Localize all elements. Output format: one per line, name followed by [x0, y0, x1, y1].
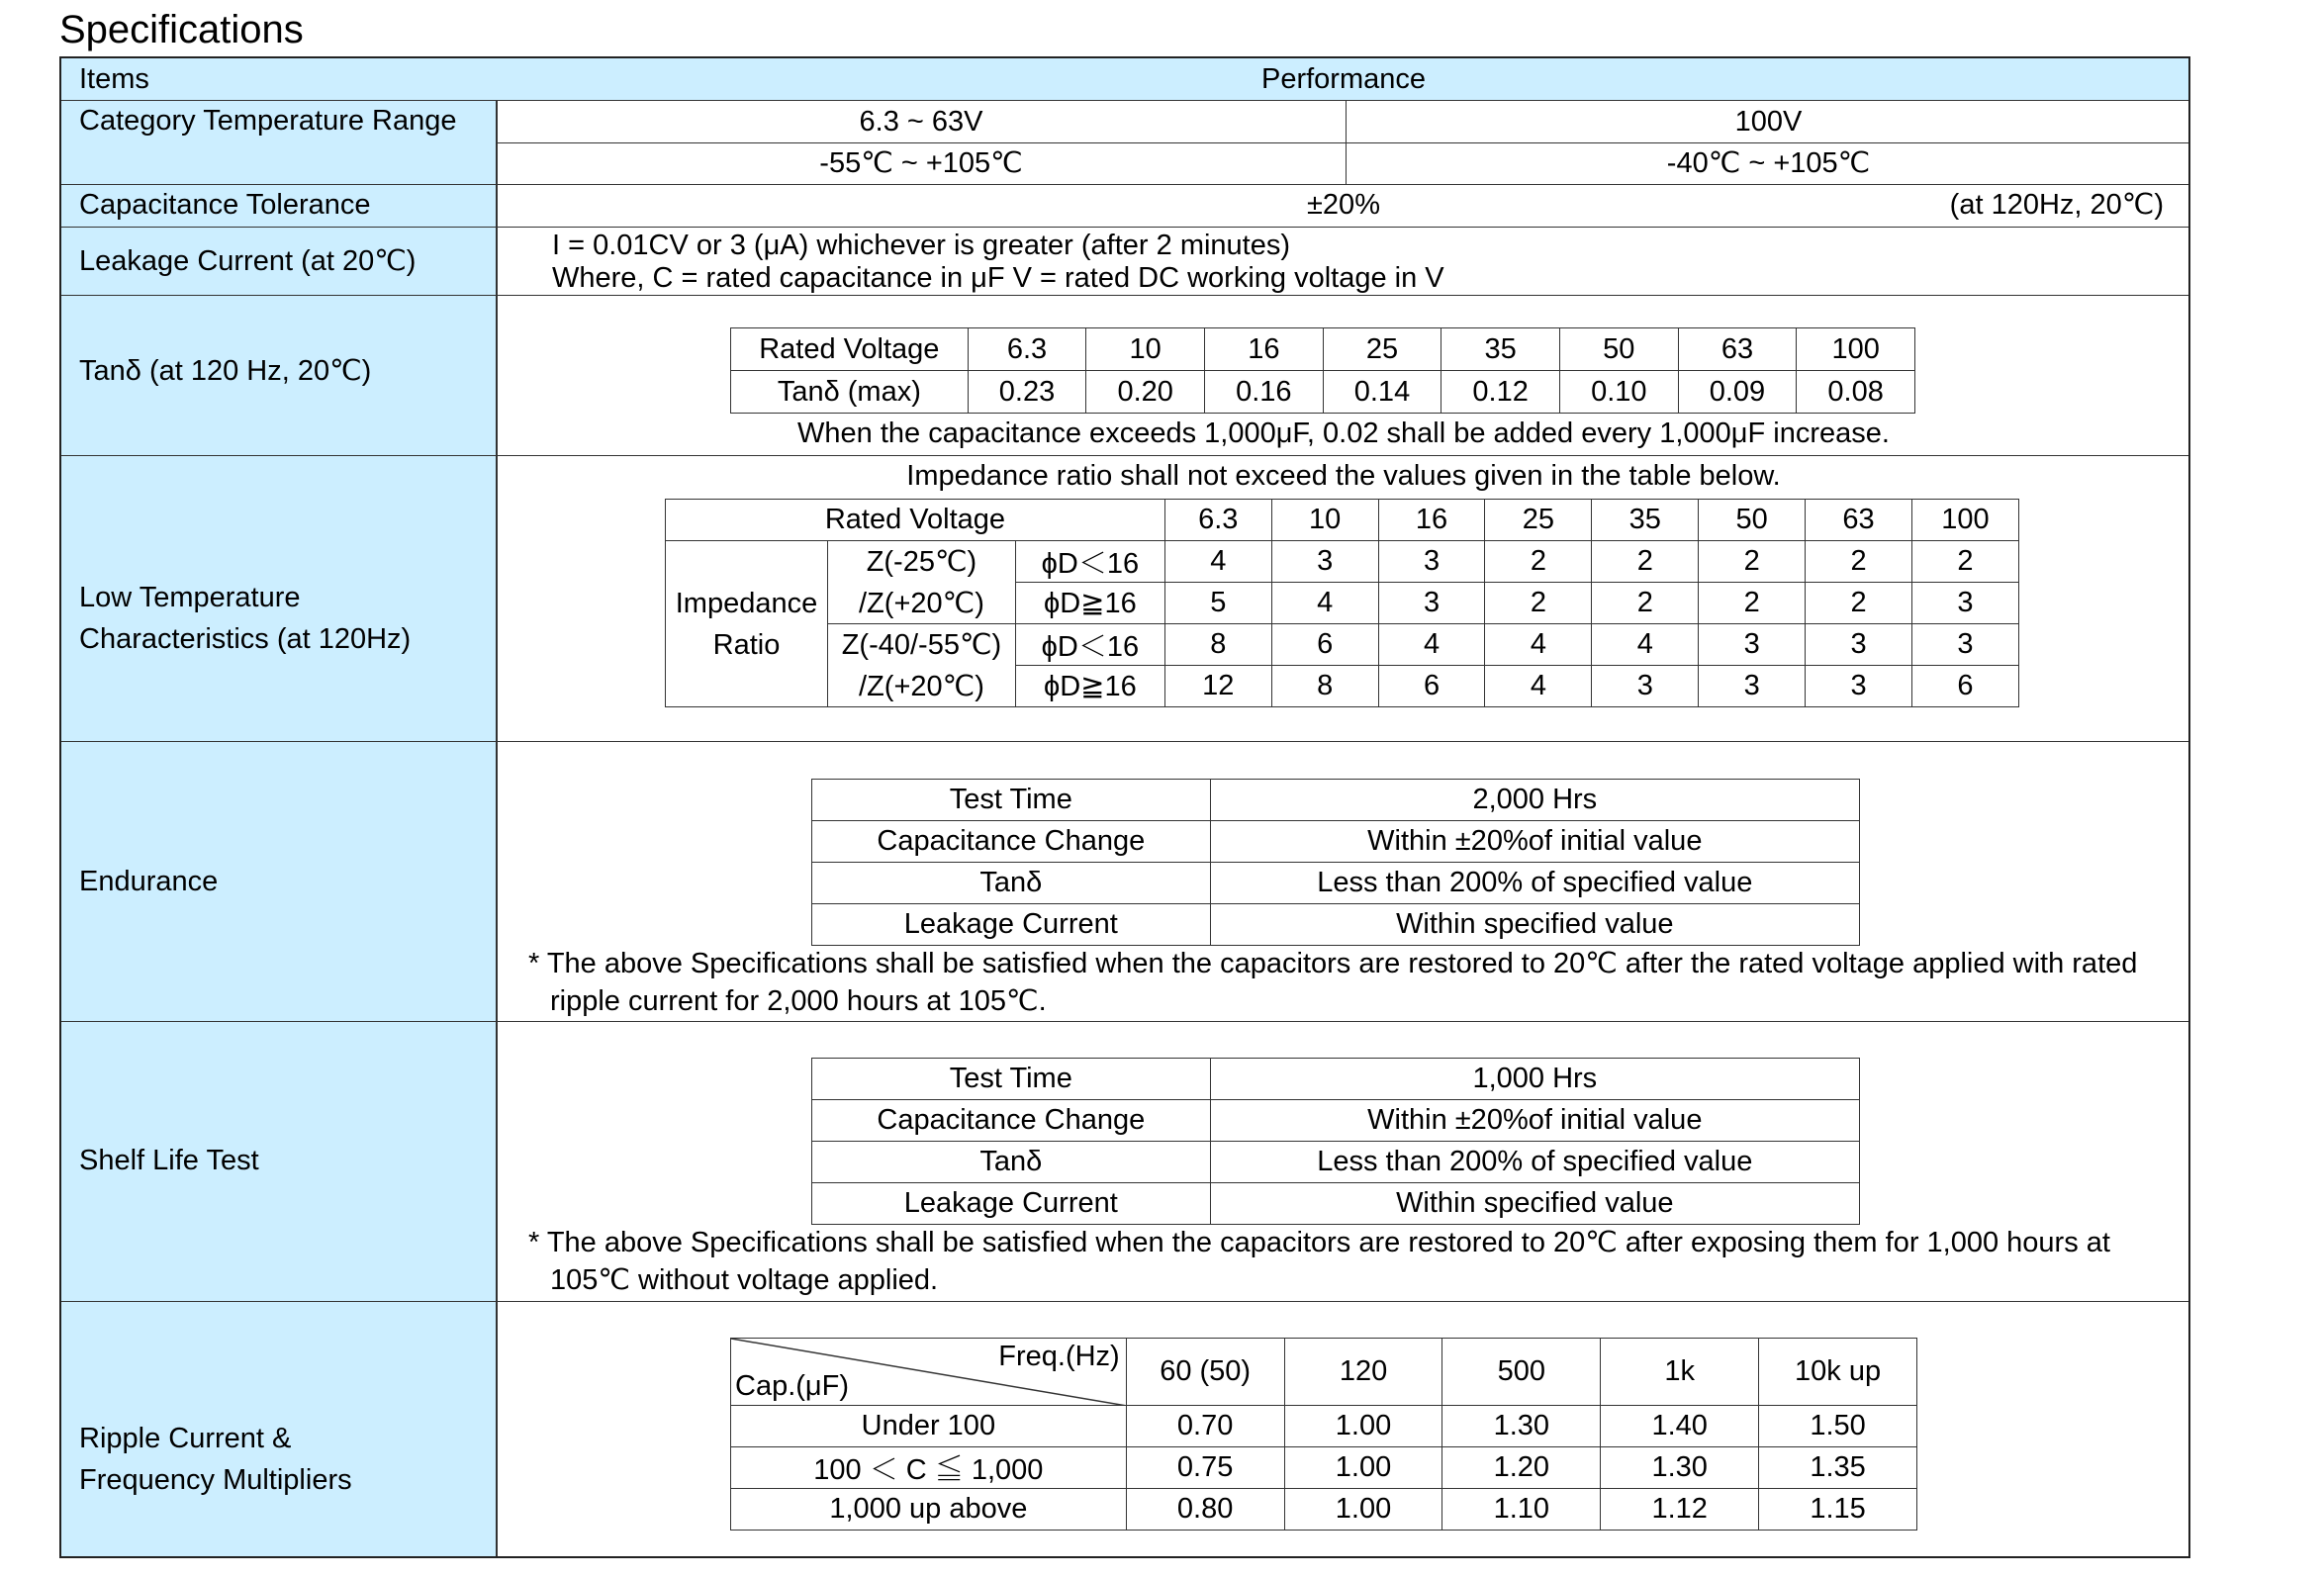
tand-value: 0.14	[1323, 371, 1441, 414]
tand-head-label: Rated Voltage	[731, 328, 969, 371]
lt-value: 3	[1911, 624, 2018, 666]
tand-note: When the capacitance exceeds 1,000μF, 0.02 shall be added every 1,000μF increase.	[797, 418, 1890, 449]
endurance-value: 2,000 Hrs	[1210, 780, 1859, 821]
ripple-value: 0.75	[1126, 1447, 1284, 1489]
ripple-value: 1.00	[1284, 1406, 1442, 1447]
ripple-cap: 100 ＜ C ≦ 1,000	[731, 1447, 1127, 1489]
tand-value: 0.23	[968, 371, 1086, 414]
endurance-value: Within ±20%of initial value	[1210, 821, 1859, 863]
tand-voltage: 50	[1559, 328, 1678, 371]
lt-voltage: 35	[1592, 500, 1699, 541]
tand-value: 0.08	[1797, 371, 1915, 414]
tand-value: 0.12	[1441, 371, 1560, 414]
ripple-value: 1.30	[1442, 1406, 1601, 1447]
freq-label: Freq.(Hz)	[998, 1341, 1120, 1372]
voltage-range-high: 100V	[1734, 106, 1803, 138]
lt-z-label: Z(-40/-55℃)	[827, 624, 1015, 666]
shelf-note-1: * The above Specifications shall be satisfied when the capacitors are restored to 20℃ after exposing them for 1,000 hours at	[528, 1227, 2110, 1258]
lt-value: 6	[1911, 666, 2018, 707]
tand-voltage: 6.3	[968, 328, 1086, 371]
ripple-value: 1.15	[1759, 1489, 1917, 1531]
shelf-value: Within ±20%of initial value	[1210, 1100, 1859, 1142]
shelf-key: Capacitance Change	[812, 1100, 1211, 1142]
endurance-key: Leakage Current	[812, 904, 1211, 946]
lt-value: 3	[1699, 666, 1806, 707]
ripple-label-2: Frequency Multipliers	[79, 1464, 352, 1496]
lt-voltage: 100	[1911, 500, 2018, 541]
impedance-label: Impedance	[675, 587, 818, 619]
lt-d-label: ϕD≧16	[1015, 666, 1164, 707]
shelf-value: Within specified value	[1210, 1183, 1859, 1225]
lt-value: 3	[1806, 666, 1912, 707]
leakage-label: Leakage Current (at 20℃)	[79, 245, 417, 277]
lt-d-label: ϕD≧16	[1015, 583, 1164, 624]
endurance-note-1: * The above Specifications shall be satisfied when the capacitors are restored to 20℃ after the rated voltage applied with rated	[528, 948, 2138, 979]
ripple-value: 1.30	[1601, 1447, 1759, 1489]
category-temp-label: Category Temperature Range	[79, 105, 457, 137]
lt-value: 12	[1164, 666, 1271, 707]
lt-value: 4	[1271, 583, 1378, 624]
lt-voltage: 50	[1699, 500, 1806, 541]
items-column	[61, 58, 498, 1556]
ripple-value: 0.70	[1126, 1406, 1284, 1447]
tand-voltage: 25	[1323, 328, 1441, 371]
lt-value: 3	[1911, 583, 2018, 624]
endurance-key: Capacitance Change	[812, 821, 1211, 863]
lt-value: 8	[1271, 666, 1378, 707]
lt-d-label: ϕD＜16	[1015, 624, 1164, 666]
ripple-table	[730, 1338, 1917, 1531]
lt-value: 4	[1592, 624, 1699, 666]
lt-voltage: 10	[1271, 500, 1378, 541]
lt-z-label: /Z(+20℃)	[827, 583, 1015, 624]
lt-value: 3	[1699, 624, 1806, 666]
ripple-value: 1.00	[1284, 1489, 1442, 1531]
ripple-cap: 1,000 up above	[731, 1489, 1127, 1531]
lt-value: 2	[1806, 583, 1912, 624]
ripple-label-1: Ripple Current &	[79, 1423, 292, 1454]
ripple-value: 1.00	[1284, 1447, 1442, 1489]
lt-value: 3	[1271, 541, 1378, 583]
ripple-freq: 500	[1442, 1339, 1601, 1406]
endurance-label: Endurance	[79, 866, 219, 897]
tand-row-label: Tanδ (max)	[731, 371, 969, 414]
ratio-label: Ratio	[712, 628, 781, 661]
lt-d-label: ϕD＜16	[1015, 541, 1164, 583]
temp-range-high: -40℃ ~ +105℃	[1666, 147, 1871, 179]
tand-table	[730, 327, 1915, 414]
lt-value: 2	[1592, 583, 1699, 624]
lt-value: 2	[1699, 541, 1806, 583]
lt-value: 2	[1911, 541, 2018, 583]
shelf-label: Shelf Life Test	[79, 1145, 259, 1176]
ripple-value: 1.20	[1442, 1447, 1601, 1489]
lt-value: 2	[1485, 583, 1592, 624]
ripple-freq: 1k	[1601, 1339, 1759, 1406]
lt-value: 4	[1485, 624, 1592, 666]
shelf-key: Tanδ	[812, 1142, 1211, 1183]
tand-label: Tanδ (at 120 Hz, 20℃)	[79, 355, 372, 387]
specifications-table	[59, 56, 2190, 1558]
lt-value: 4	[1164, 541, 1271, 583]
ripple-value: 0.80	[1126, 1489, 1284, 1531]
endurance-value: Within specified value	[1210, 904, 1859, 946]
low-temp-label-1: Low Temperature	[79, 582, 301, 613]
tand-voltage: 10	[1086, 328, 1205, 371]
tand-value: 0.16	[1205, 371, 1324, 414]
shelf-note-2: 105℃ without voltage applied.	[550, 1264, 939, 1296]
ripple-value: 1.40	[1601, 1406, 1759, 1447]
tand-value: 0.10	[1559, 371, 1678, 414]
cap-tolerance-condition: (at 120Hz, 20℃)	[1949, 189, 2164, 221]
lt-value: 3	[1378, 583, 1485, 624]
shelf-value: Less than 200% of specified value	[1210, 1142, 1859, 1183]
performance-header: Performance	[1260, 63, 1426, 95]
lt-value: 6	[1378, 666, 1485, 707]
tand-voltage: 35	[1441, 328, 1560, 371]
tand-voltage: 100	[1797, 328, 1915, 371]
lt-value: 5	[1164, 583, 1271, 624]
ripple-freq: 120	[1284, 1339, 1442, 1406]
temp-range-low: -55℃ ~ +105℃	[819, 147, 1023, 179]
shelf-table	[811, 1058, 1860, 1225]
leakage-line-1: I = 0.01CV or 3 (μA) whichever is greater (after 2 minutes)	[552, 230, 1291, 261]
ripple-corner-cell	[731, 1339, 1127, 1406]
tand-value: 0.09	[1678, 371, 1797, 414]
items-header: Items	[79, 63, 149, 95]
ripple-freq: 10k up	[1759, 1339, 1917, 1406]
impedance-table	[665, 499, 2019, 707]
voltage-range-low: 6.3 ~ 63V	[859, 106, 983, 138]
ripple-value: 1.35	[1759, 1447, 1917, 1489]
lt-voltage: 16	[1378, 500, 1485, 541]
endurance-value: Less than 200% of specified value	[1210, 863, 1859, 904]
low-temp-intro: Impedance ratio shall not exceed the values given in the table below.	[906, 460, 1781, 492]
lt-value: 2	[1699, 583, 1806, 624]
lt-value: 3	[1592, 666, 1699, 707]
lt-value: 6	[1271, 624, 1378, 666]
ripple-cap: Under 100	[731, 1406, 1127, 1447]
lt-voltage: 63	[1806, 500, 1912, 541]
lt-value: 2	[1806, 541, 1912, 583]
shelf-value: 1,000 Hrs	[1210, 1059, 1859, 1100]
lt-voltage: 6.3	[1164, 500, 1271, 541]
endurance-key: Test Time	[812, 780, 1211, 821]
ripple-value: 1.50	[1759, 1406, 1917, 1447]
impedance-ratio-label	[666, 541, 828, 707]
lt-value: 2	[1592, 541, 1699, 583]
leakage-line-2: Where, C = rated capacitance in μF V = rated DC working voltage in V	[552, 262, 1444, 294]
cap-tolerance-value: ±20%	[1307, 189, 1380, 221]
endurance-table	[811, 779, 1860, 946]
lt-value: 4	[1378, 624, 1485, 666]
page-title: Specifications	[59, 8, 304, 51]
lt-rated-voltage: Rated Voltage	[666, 500, 1165, 541]
lt-value: 3	[1378, 541, 1485, 583]
endurance-note-2: ripple current for 2,000 hours at 105℃.	[550, 985, 1047, 1017]
lt-value: 2	[1485, 541, 1592, 583]
lt-z-label: /Z(+20℃)	[827, 666, 1015, 707]
tand-voltage: 63	[1678, 328, 1797, 371]
shelf-key: Test Time	[812, 1059, 1211, 1100]
cap-label: Cap.(μF)	[735, 1370, 849, 1402]
ripple-value: 1.10	[1442, 1489, 1601, 1531]
lt-z-label: Z(-25℃)	[827, 541, 1015, 583]
lt-value: 8	[1164, 624, 1271, 666]
ripple-value: 1.12	[1601, 1489, 1759, 1531]
lt-value: 4	[1485, 666, 1592, 707]
lt-value: 3	[1806, 624, 1912, 666]
ripple-freq: 60 (50)	[1126, 1339, 1284, 1406]
tand-voltage: 16	[1205, 328, 1324, 371]
endurance-key: Tanδ	[812, 863, 1211, 904]
lt-voltage: 25	[1485, 500, 1592, 541]
tand-value: 0.20	[1086, 371, 1205, 414]
shelf-key: Leakage Current	[812, 1183, 1211, 1225]
cap-tolerance-label: Capacitance Tolerance	[79, 189, 371, 221]
low-temp-label-2: Characteristics (at 120Hz)	[79, 623, 412, 655]
